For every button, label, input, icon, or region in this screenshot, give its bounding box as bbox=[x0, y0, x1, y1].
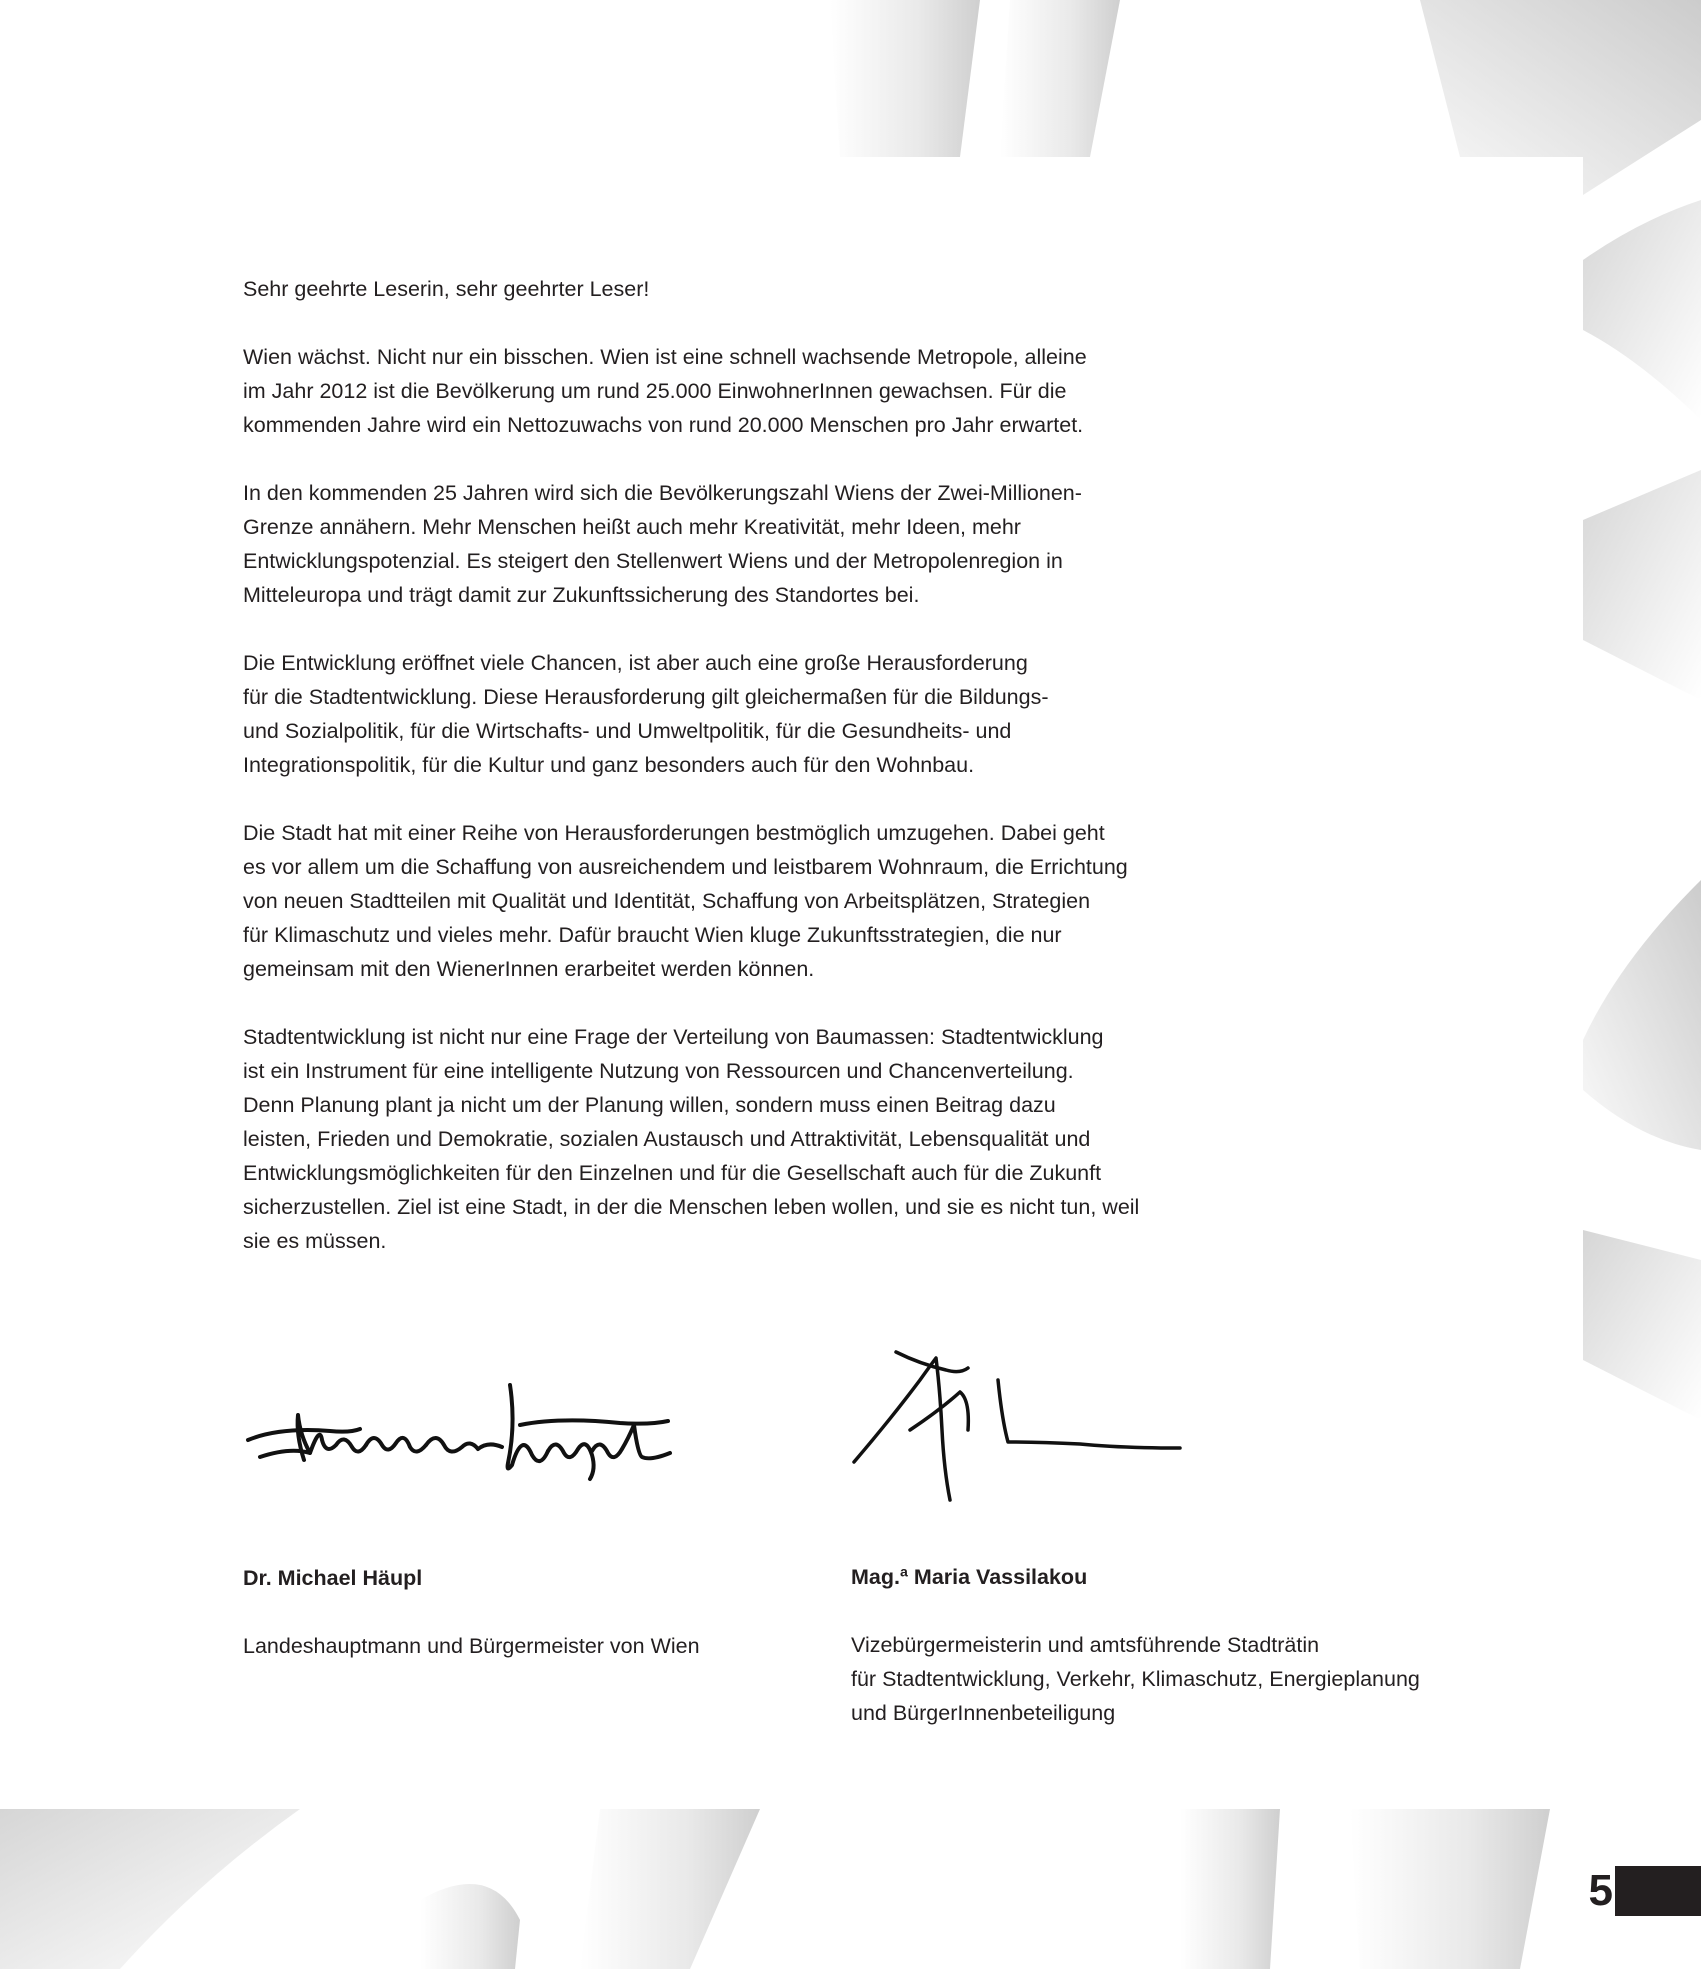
letter-body bbox=[243, 272, 1243, 1292]
signatory-vassilakou-title: Vizebürgermeisterin und amtsführende Stadträtin für Stadtentwicklung, Verkehr, Klimaschutz, Energieplanung und BürgerInnenbeteiligung bbox=[851, 1633, 1420, 1725]
paragraph-3: Die Entwicklung eröffnet viele Chancen, ist aber auch eine große Herausforderung für die Stadtentwicklung. Diese Herausforderung gilt gleichermaßen für die Bildungs- und Sozialpolitik, für die Wirtschafts- und Umweltpolitik, für die Gesundheits- und Integrationspolitik, für die Kultur und ganz besonders auch für den Wohnbau. bbox=[243, 651, 1049, 777]
salutation: Sehr geehrte Leserin, sehr geehrter Leser! bbox=[243, 277, 650, 301]
page-number: 5 bbox=[1583, 1866, 1615, 1916]
paragraph-1: Wien wächst. Nicht nur ein bisschen. Wien ist eine schnell wachsende Metropole, alleine im Jahr 2012 ist die Bevölkerung um rund 25.000 EinwohnerInnen gewachsen. Für die kommenden Jahre wird ein Nettozuwachs von rund 20.000 Menschen pro Jahr erwartet. bbox=[243, 345, 1087, 437]
signatory-vassilakou bbox=[851, 1526, 1581, 1730]
signatory-haeupl-title: Landeshauptmann und Bürgermeister von Wien bbox=[243, 1634, 700, 1658]
signatory-haeupl-name: Dr. Michael Häupl bbox=[243, 1566, 423, 1590]
signatory-vassilakou-name: Mag.ª Maria Vassilakou bbox=[851, 1565, 1088, 1589]
signature-vassilakou-image bbox=[850, 1330, 1190, 1510]
signatory-haeupl bbox=[243, 1527, 803, 1663]
paragraph-2: In den kommenden 25 Jahren wird sich die Bevölkerungszahl Wiens der Zwei-Millionen- Grenze annähern. Mehr Menschen heißt auch mehr Kreativität, mehr Ideen, mehr Entwicklungspotenzial. Es steigert den Stellenwert Wiens und der Metropolenregion in Mitteleuropa und trägt damit zur Zukunftssicherung des Standortes bei. bbox=[243, 481, 1082, 607]
paragraph-5: Stadtentwicklung ist nicht nur eine Frage der Verteilung von Baumassen: Stadtentwicklung ist ein Instrument für eine intelligente Nutzung von Ressourcen und Chancenverteilung. Denn Planung plant ja nicht um der Planung willen, sondern muss einen Beitrag dazu leisten, Frieden und Demokratie, sozialen Austausch und Attraktivität, Lebensqualität und Entwicklungsmöglichkeiten für den Einzelnen und für die Gesellschaft auch für die Zukunft sicherzustellen. Ziel ist eine Stadt, in der die Menschen leben wollen, und sie es nicht tun, weil sie es müssen. bbox=[243, 1025, 1140, 1253]
signature-haeupl-image bbox=[240, 1365, 680, 1485]
paragraph-4: Die Stadt hat mit einer Reihe von Herausforderungen bestmöglich umzugehen. Dabei geht es vor allem um die Schaffung von ausreichendem und leistbarem Wohnraum, die Errichtung von neuen Stadtteilen mit Qualität und Identität, Schaffung von Arbeitsplätzen, Strategien für Klimaschutz und vieles mehr. Dafür braucht Wien kluge Zukunftsstrategien, die nur gemeinsam mit den WienerInnen erarbeitet werden können. bbox=[243, 821, 1128, 981]
